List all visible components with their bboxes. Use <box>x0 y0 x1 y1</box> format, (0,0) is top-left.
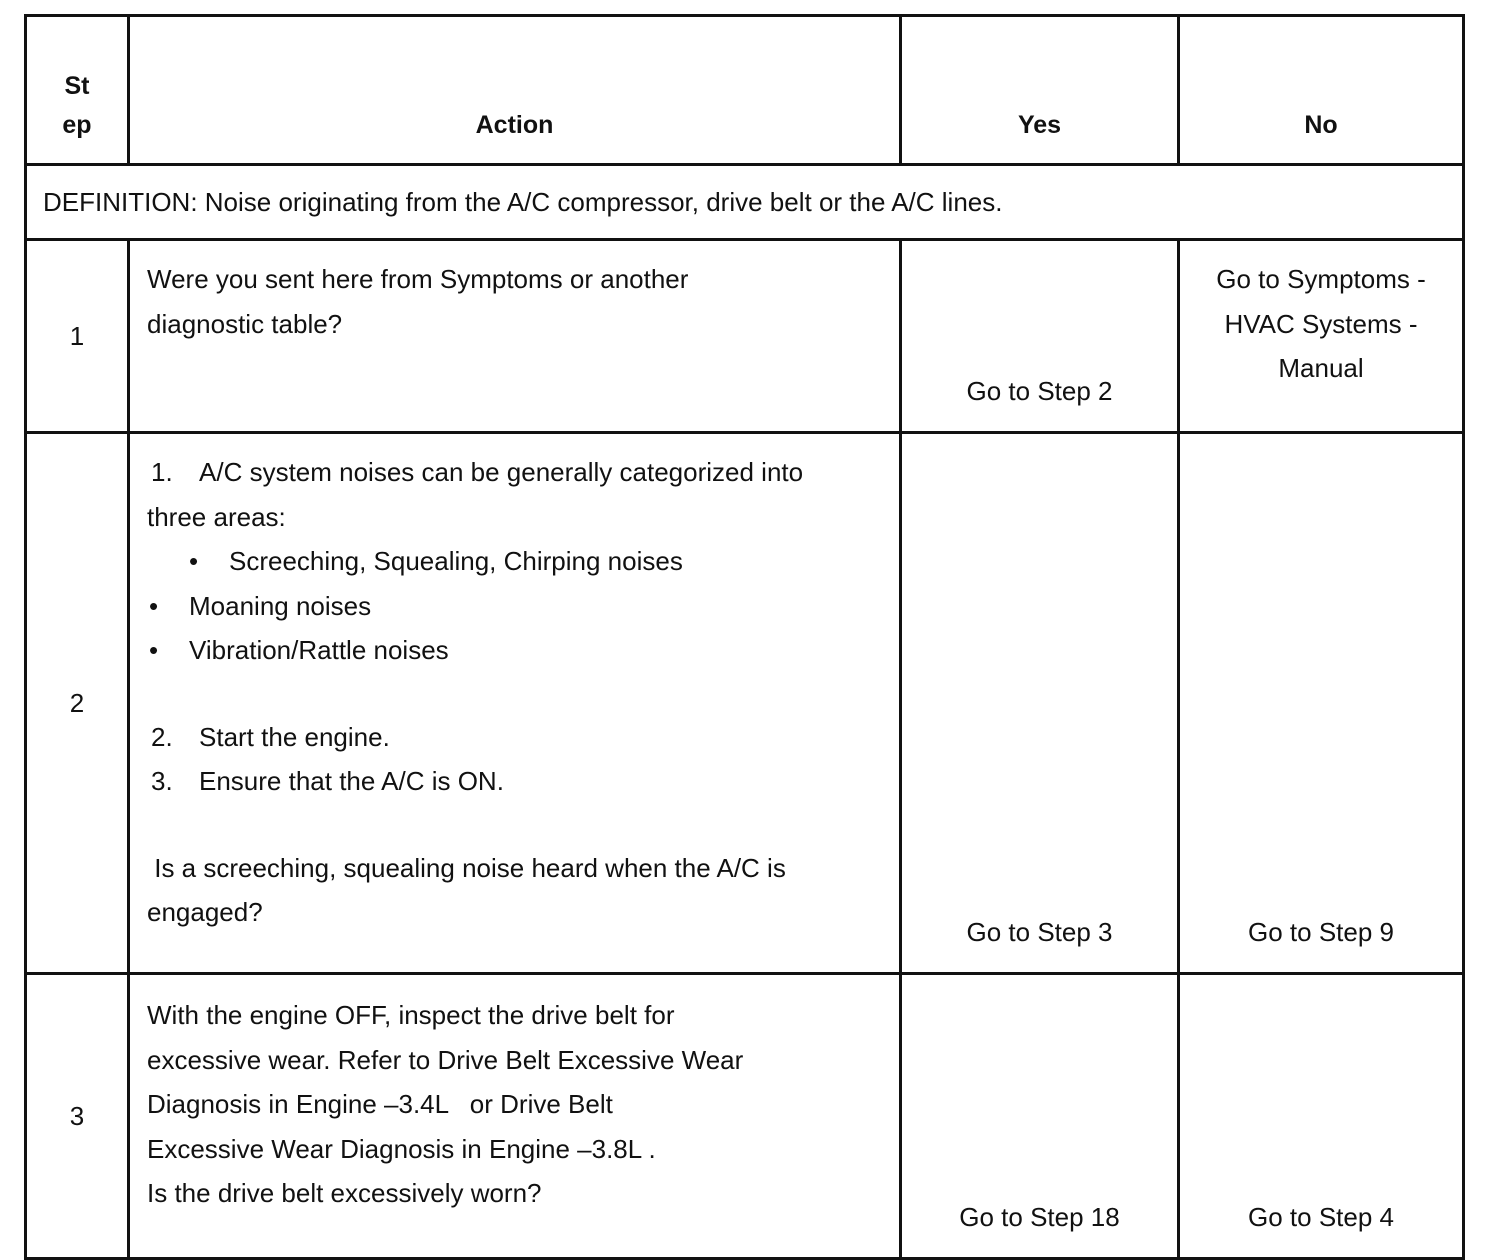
header-step-line1: St <box>64 72 90 100</box>
list-number: 2. <box>151 721 173 752</box>
list-number: 3. <box>151 766 173 796</box>
definition-text: DEFINITION: Noise originating from the A/C compressor, drive belt or the A/C lines. <box>26 165 1464 240</box>
list-item <box>147 715 885 760</box>
bullet-item <box>147 628 885 673</box>
no-line: Manual <box>1278 353 1364 383</box>
bullet-icon: • <box>149 635 159 665</box>
step-number: 3 <box>26 974 129 1259</box>
header-step <box>26 16 129 165</box>
definition-row <box>26 165 1464 240</box>
action-line: Diagnosis in Engine –3.4L or Drive Belt <box>147 1089 613 1119</box>
no-cell <box>1179 240 1464 433</box>
action-line: Is the drive belt excessively worn? <box>147 1178 542 1208</box>
step-number: 2 <box>26 433 129 974</box>
header-no: No <box>1179 16 1464 165</box>
action-cell <box>129 240 901 433</box>
table-row <box>26 433 1464 974</box>
bullet-item <box>147 539 885 584</box>
action-line: Excessive Wear Diagnosis in Engine –3.8L . <box>147 1133 656 1164</box>
list-item <box>147 759 885 804</box>
header-row <box>26 16 1464 165</box>
list-number: 1. <box>151 457 173 487</box>
no-line: Go to Symptoms - <box>1216 264 1426 294</box>
table-row <box>26 974 1464 1259</box>
list-text: Ensure that the A/C is ON. <box>199 766 504 796</box>
action-line: Were you sent here from Symptoms or another <box>147 264 689 294</box>
no-cell: Go to Step 9 <box>1179 433 1464 974</box>
bullet-item <box>147 584 885 629</box>
question-line: Is a screeching, squealing noise heard when the A/C is <box>147 852 786 883</box>
no-cell: Go to Step 4 <box>1179 974 1464 1259</box>
question-line: engaged? <box>147 897 263 927</box>
header-step-line2: ep <box>62 111 92 139</box>
action-line: diagnostic table? <box>147 308 343 339</box>
table-row <box>26 240 1464 433</box>
yes-cell: Go to Step 3 <box>901 433 1179 974</box>
bullet-text: Screeching, Squealing, Chirping noises <box>229 546 683 576</box>
bullet-text: Moaning noises <box>189 590 372 621</box>
list-text: Start the engine. <box>199 721 390 752</box>
action-cell <box>129 974 901 1259</box>
diagnostic-table <box>24 14 1465 1260</box>
no-line: HVAC Systems - <box>1224 308 1418 339</box>
bullet-text: Vibration/Rattle noises <box>189 635 449 665</box>
action-cell <box>129 433 901 974</box>
action-line: excessive wear. Refer to Drive Belt Excessive Wear <box>147 1044 744 1075</box>
list-text: A/C system noises can be generally categorized into <box>199 457 804 487</box>
bullet-icon: • <box>189 546 199 576</box>
bullet-icon: • <box>149 590 159 621</box>
yes-cell: Go to Step 18 <box>901 974 1179 1259</box>
list-text-continued: three areas: <box>147 501 286 532</box>
header-action: Action <box>129 16 901 165</box>
step-number: 1 <box>26 240 129 433</box>
header-yes: Yes <box>901 16 1179 165</box>
action-line: With the engine OFF, inspect the drive belt for <box>147 1000 675 1030</box>
yes-cell: Go to Step 2 <box>901 240 1179 433</box>
list-item <box>147 450 885 495</box>
